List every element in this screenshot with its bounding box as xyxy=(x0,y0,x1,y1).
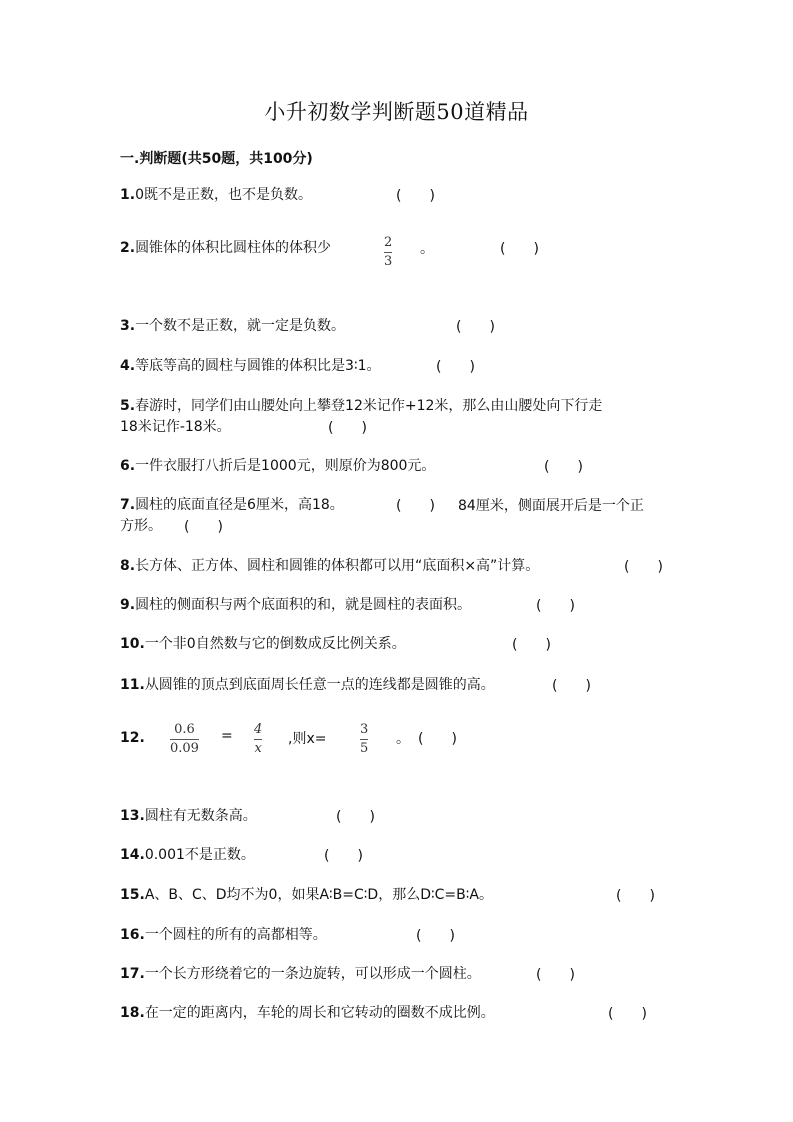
question-18 xyxy=(120,1003,495,1024)
answer-blank[interactable]: ( ) xyxy=(418,731,457,747)
question-text: 圆锥体的体积比圆柱体的体积少 xyxy=(135,240,332,256)
answer-blank[interactable]: ( ) xyxy=(396,188,435,204)
question-text: ,则x= xyxy=(288,731,327,747)
question-11 xyxy=(120,675,495,696)
fraction-denominator: x xyxy=(254,741,262,756)
section-heading: 一.判断题(共50题，共100分) xyxy=(120,151,313,167)
question-number: 16. xyxy=(120,927,145,943)
fraction-numerator: 2 xyxy=(384,235,393,250)
question-13 xyxy=(120,806,257,827)
question-7 xyxy=(120,495,344,516)
answer-blank[interactable]: ( ) xyxy=(456,319,495,335)
question-text: A、B、C、D均不为0，如果A∶B=C∶D，那么D∶C=B∶A。 xyxy=(144,887,493,903)
question-number: 4. xyxy=(120,358,136,374)
question-text: 0既不是正数，也不是负数。 xyxy=(135,187,312,203)
answer-blank[interactable]: ( ) xyxy=(500,241,539,257)
answer-blank[interactable]: ( ) xyxy=(536,598,575,614)
question-text: 圆柱的底面直径是6厘米，高18。 xyxy=(135,497,344,513)
fraction-4-over-x xyxy=(254,722,262,757)
question-number: 9. xyxy=(120,597,136,613)
question-2 xyxy=(120,238,331,259)
question-9 xyxy=(120,595,471,616)
answer-blank[interactable]: ( ) xyxy=(184,519,223,535)
fraction-denominator: 3 xyxy=(384,254,393,269)
answer-blank[interactable]: ( ) xyxy=(436,359,475,375)
question-text: 从圆锥的顶点到底面周长任意一点的连线都是圆锥的高。 xyxy=(144,677,495,693)
fraction-0-6-over-0-09 xyxy=(170,722,199,757)
question-number: 6. xyxy=(120,458,136,474)
question-text: 圆柱的侧面积与两个底面积的和，就是圆柱的表面积。 xyxy=(135,597,472,613)
question-punctuation: 。 xyxy=(420,241,434,257)
question-16 xyxy=(120,925,327,946)
answer-blank[interactable]: ( ) xyxy=(608,1006,647,1022)
answer-blank[interactable]: ( ) xyxy=(544,459,583,475)
answer-blank[interactable]: ( ) xyxy=(328,420,367,436)
question-17 xyxy=(120,964,481,985)
question-1 xyxy=(120,185,312,206)
question-14 xyxy=(120,845,255,866)
question-number: 18. xyxy=(120,1005,145,1021)
question-3 xyxy=(120,316,345,337)
question-text: 在一定的距离内，车轮的周长和它转动的圈数不成比例。 xyxy=(144,1005,495,1021)
question-number: 15. xyxy=(120,887,145,903)
question-number: 12. xyxy=(120,730,145,746)
answer-blank[interactable]: ( ) xyxy=(324,848,363,864)
question-text: 长方体、正方体、圆柱和圆锥的体积都可以用“底面积×高”计算。 xyxy=(135,558,540,574)
question-number: 3. xyxy=(120,318,136,334)
question-5-continued xyxy=(120,417,231,438)
question-text: 一个数不是正数，就一定是负数。 xyxy=(135,318,346,334)
fraction-bar xyxy=(360,739,368,740)
question-text: 一个长方形绕着它的一条边旋转，可以形成一个圆柱。 xyxy=(144,966,481,982)
question-number: 13. xyxy=(120,808,145,824)
question-punctuation: 。 xyxy=(396,731,410,747)
question-number: 14. xyxy=(120,847,145,863)
question-text: 一个非0自然数与它的倒数成反比例关系。 xyxy=(144,636,406,652)
equals-sign: = xyxy=(221,728,233,744)
question-number: 5. xyxy=(120,398,136,414)
fraction-three-fifths xyxy=(360,722,368,757)
answer-blank[interactable]: ( ) xyxy=(416,928,455,944)
question-15 xyxy=(120,885,493,906)
question-text: 一个圆柱的所有的高都相等。 xyxy=(144,927,327,943)
fraction-numerator: 3 xyxy=(360,722,369,737)
question-7-continued xyxy=(120,516,162,537)
answer-blank[interactable]: ( ) xyxy=(616,888,655,904)
page-title: 小升初数学判断题50道精品 xyxy=(264,100,529,124)
question-8 xyxy=(120,556,539,577)
answer-blank[interactable]: ( ) xyxy=(624,559,663,575)
question-number: 17. xyxy=(120,966,145,982)
question-text: 等底等高的圆柱与圆锥的体积比是3∶1。 xyxy=(135,358,381,374)
fraction-bar xyxy=(170,739,199,740)
answer-blank[interactable]: ( ) xyxy=(512,637,551,653)
question-text: 春游时，同学们由山腰处向上攀登12米记作+12米，那么由山腰处向下行走 xyxy=(135,398,603,414)
fraction-bar xyxy=(384,252,392,253)
question-number: 8. xyxy=(120,558,136,574)
question-text: 一件衣服打八折后是1000元，则原价为800元。 xyxy=(135,458,436,474)
fraction-denominator: 0.09 xyxy=(170,741,199,756)
answer-blank[interactable]: ( ) xyxy=(536,967,575,983)
question-number: 2. xyxy=(120,240,136,256)
question-number: 1. xyxy=(120,187,136,203)
question-text: 18米记作-18米。 xyxy=(120,419,231,435)
question-6 xyxy=(120,456,435,477)
question-10 xyxy=(120,634,406,655)
question-number: 10. xyxy=(120,636,145,652)
question-number: 11. xyxy=(120,677,145,693)
fraction-two-thirds xyxy=(384,235,392,270)
question-text: 84厘米，侧面展开后是一个正 xyxy=(458,498,644,514)
answer-blank[interactable]: ( ) xyxy=(336,809,375,825)
question-text: 方形。 xyxy=(120,518,162,534)
question-5 xyxy=(120,396,602,417)
question-text: 0.001不是正数。 xyxy=(144,847,255,863)
fraction-bar xyxy=(254,739,262,740)
fraction-numerator: 0.6 xyxy=(174,722,195,737)
question-text: 圆柱有无数条高。 xyxy=(144,808,257,824)
fraction-denominator: 5 xyxy=(360,741,369,756)
question-4 xyxy=(120,356,381,377)
answer-blank[interactable]: ( ) xyxy=(396,498,435,514)
answer-blank[interactable]: ( ) xyxy=(552,678,591,694)
question-number: 7. xyxy=(120,497,136,513)
fraction-numerator: 4 xyxy=(254,722,263,737)
question-12 xyxy=(120,728,145,749)
